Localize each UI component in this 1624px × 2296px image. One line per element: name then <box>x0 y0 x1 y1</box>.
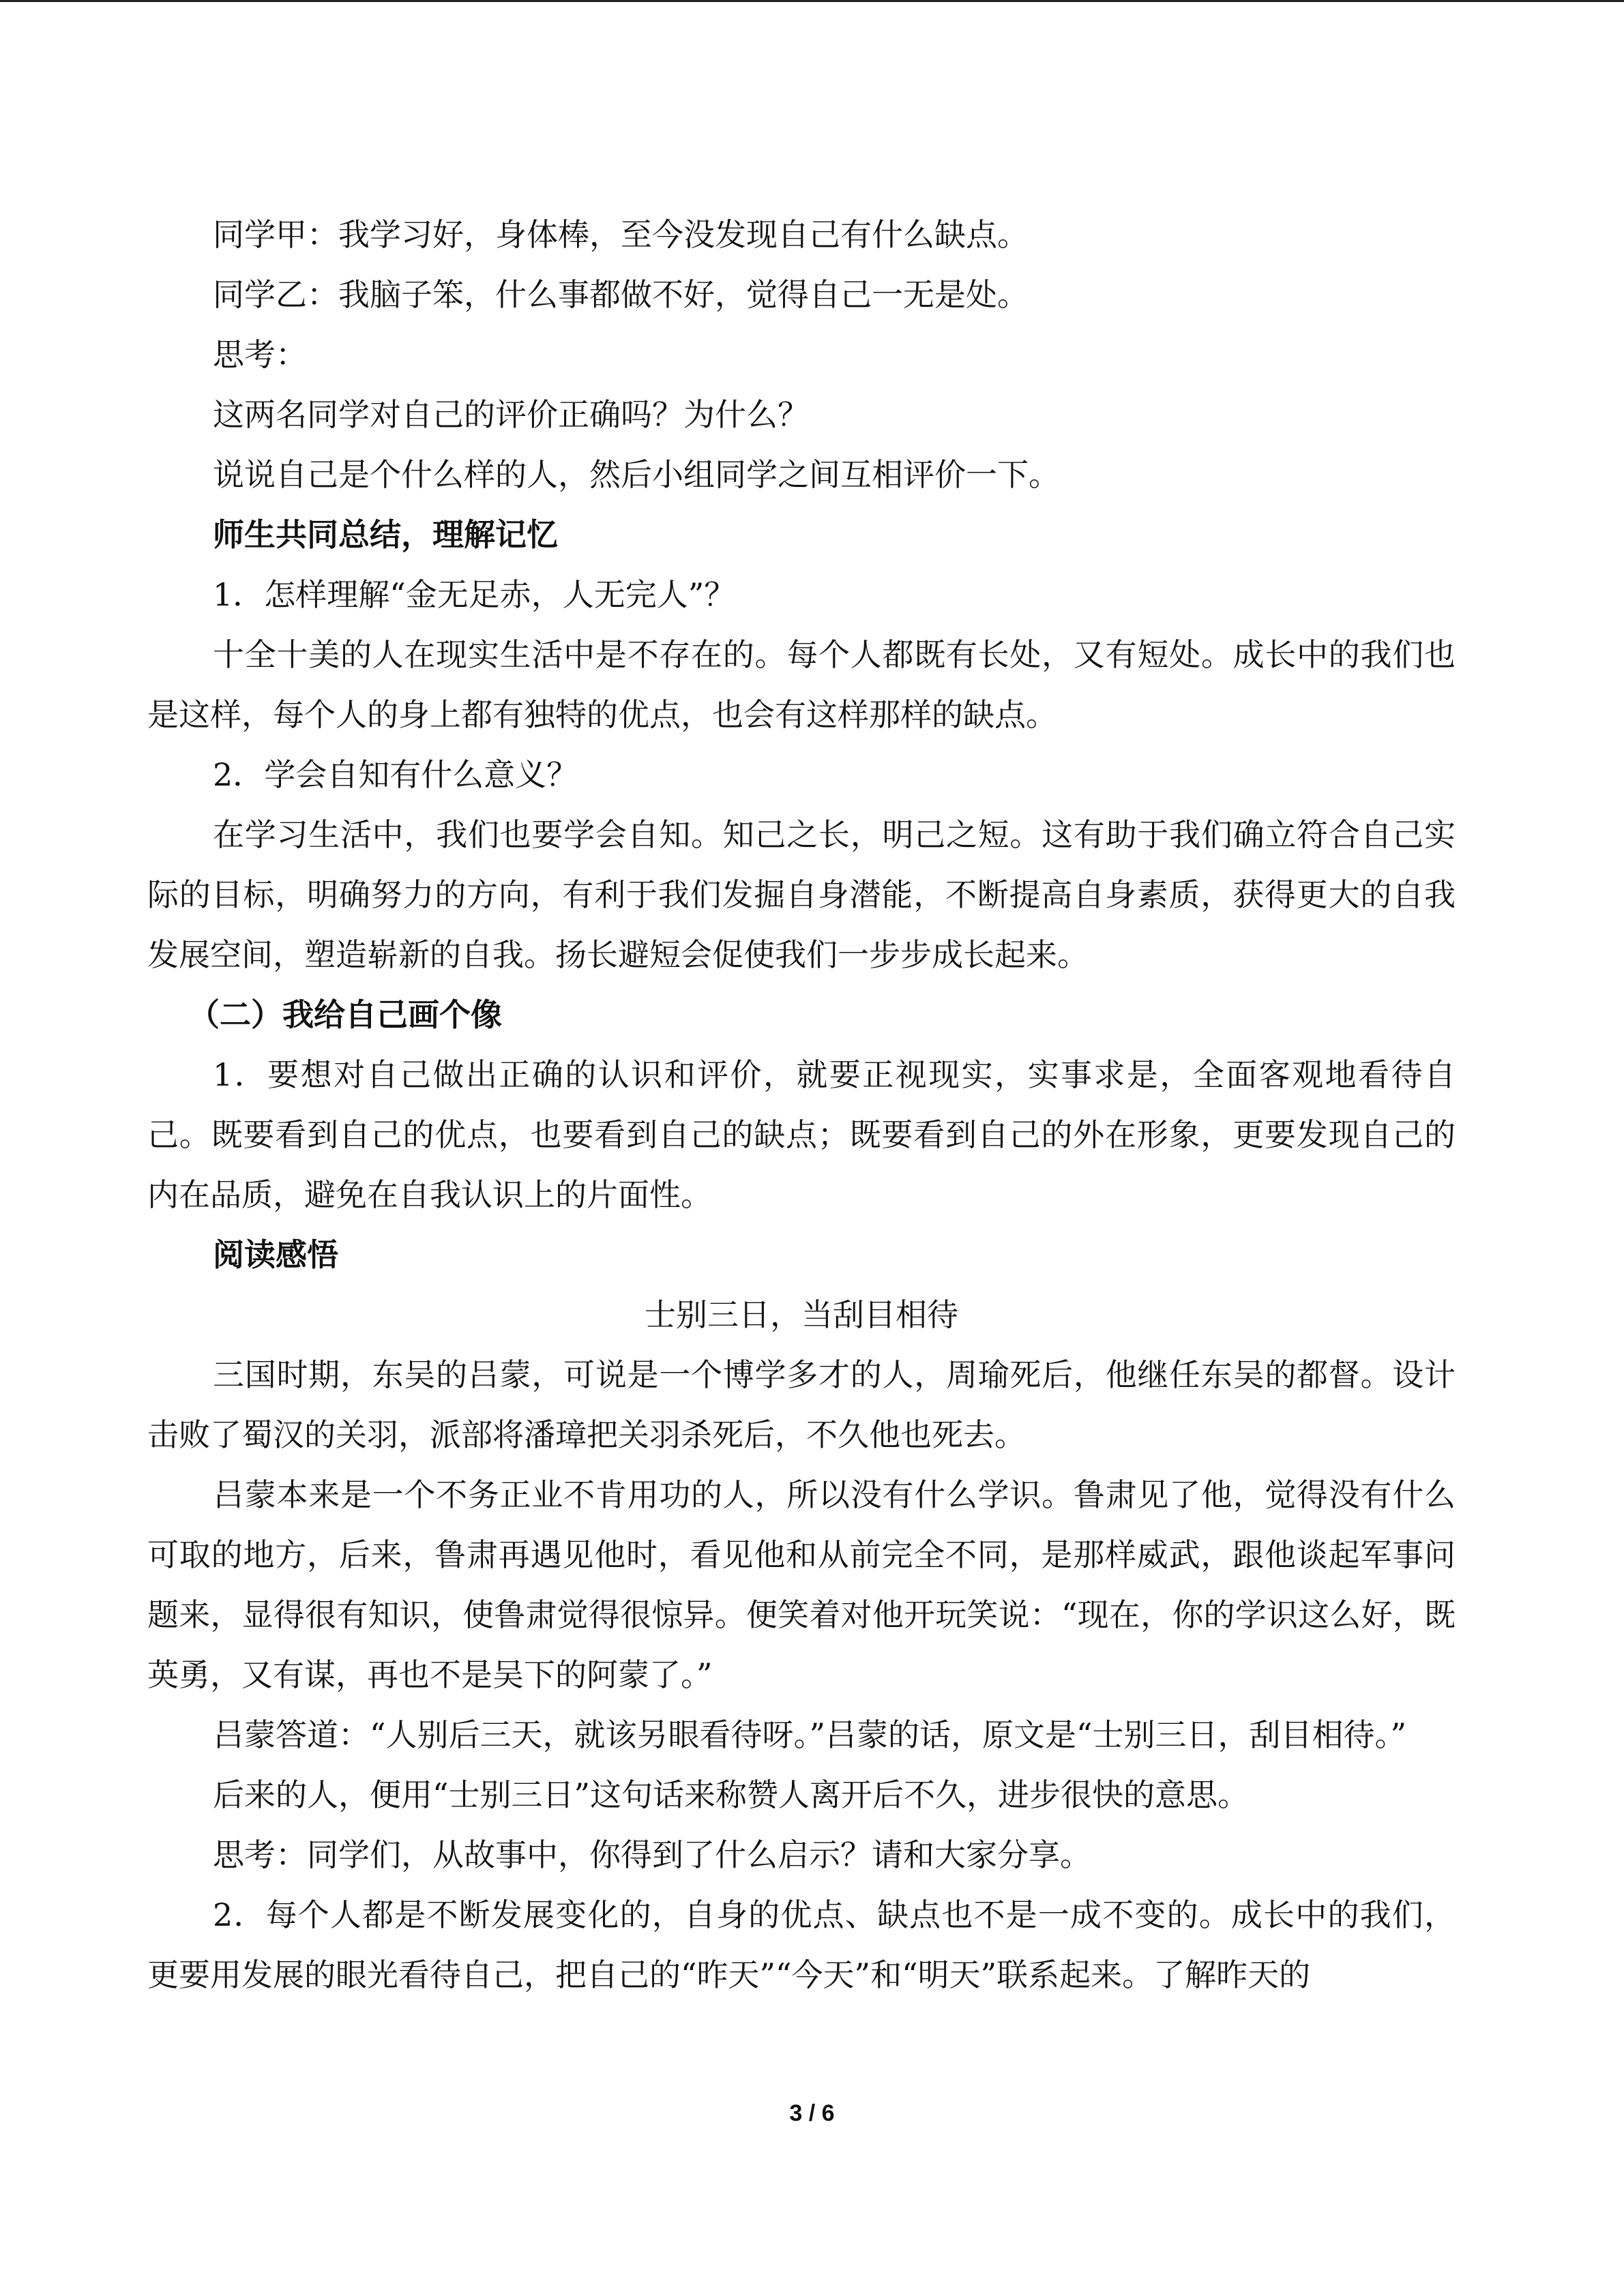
paragraph-item-1-answer: 十全十美的人在现实生活中是不存在的。每个人都既有长处，又有短处。成长中的我们也是这样，每个人的身上都有独特的优点，也会有这样那样的缺点。 <box>147 636 1456 733</box>
section-heading-summary: 师生共同总结，理解记忆 <box>213 516 558 553</box>
paragraph-question-2: 说说自己是个什么样的人，然后小组同学之间互相评价一下。 <box>213 456 1060 493</box>
story-paragraph-3: 吕蒙答道：“人别后三天，就该另眼看待呀。”吕蒙的话，原文是“士别三日，刮目相待。” <box>213 1716 1407 1753</box>
top-border-line <box>0 0 1624 2</box>
section-heading-self-portrait: （二）我给自己画个像 <box>188 996 502 1033</box>
page-number: 3 / 6 <box>789 2100 835 2126</box>
story-paragraph-4: 后来的人，便用“士别三日”这句话来称赞人离开后不久，进步很快的意思。 <box>213 1776 1250 1813</box>
paragraph-think-label: 思考： <box>213 336 307 373</box>
paragraph-reflection-question: 思考：同学们，从故事中，你得到了什么启示？请和大家分享。 <box>213 1836 1091 1873</box>
paragraph-self-assessment: 1．要想对自己做出正确的认识和评价，就要正视现实，实事求是，全面客观地看待自己。既要看到自己的优点，也要看到自己的缺点；既要看到自己的外在形象，更要发现自己的内在品质，避免在自我认识上的片面性。 <box>147 1056 1456 1213</box>
story-paragraph-2: 吕蒙本来是一个不务正业不肯用功的人，所以没有什么学识。鲁肃见了他，觉得没有什么可取的地方，后来，鲁肃再遇见他时，看见他和从前完全不同，是那样威武，跟他谈起军事问题来，显得很有知识，使鲁肃觉得很惊异。便笑着对他开玩笑说：“现在，你的学识这么好，既英勇，又有谋，再也不是吴下的阿蒙了。” <box>147 1476 1456 1693</box>
story-paragraph-1: 三国时期，东吴的吕蒙，可说是一个博学多才的人，周瑜死后，他继任东吴的都督。设计击败了蜀汉的关羽，派部将潘璋把关羽杀死后，不久他也死去。 <box>147 1356 1456 1453</box>
paragraph-item-2-question: 2．学会自知有什么意义？ <box>213 756 578 793</box>
paragraph-student-b: 同学乙：我脑子笨，什么事都做不好，觉得自己一无是处。 <box>213 276 1029 313</box>
paragraph-question-1: 这两名同学对自己的评价正确吗？为什么？ <box>213 396 809 433</box>
paragraph-student-a: 同学甲：我学习好，身体棒，至今没发现自己有什么缺点。 <box>213 216 1029 253</box>
section-heading-reading: 阅读感悟 <box>213 1236 338 1273</box>
document-body <box>147 205 1456 2005</box>
paragraph-item-1-question: 1．怎样理解“金无足赤，人无完人”？ <box>213 576 736 613</box>
paragraph-item-2-development: 2．每个人都是不断发展变化的，自身的优点、缺点也不是一成不变的。成长中的我们，更要用发展的眼光看待自己，把自己的“昨天”“今天”和“明天”联系起来。了解昨天的 <box>147 1896 1456 1993</box>
paragraph-item-2-answer: 在学习生活中，我们也要学会自知。知己之长，明己之短。这有助于我们确立符合自己实际的目标，明确努力的方向，有利于我们发掘自身潜能，不断提高自身素质，获得更大的自我发展空间，塑造崭新的自我。扬长避短会促使我们一步步成长起来。 <box>147 816 1456 973</box>
story-title: 士别三日，当刮目相待 <box>645 1296 958 1333</box>
